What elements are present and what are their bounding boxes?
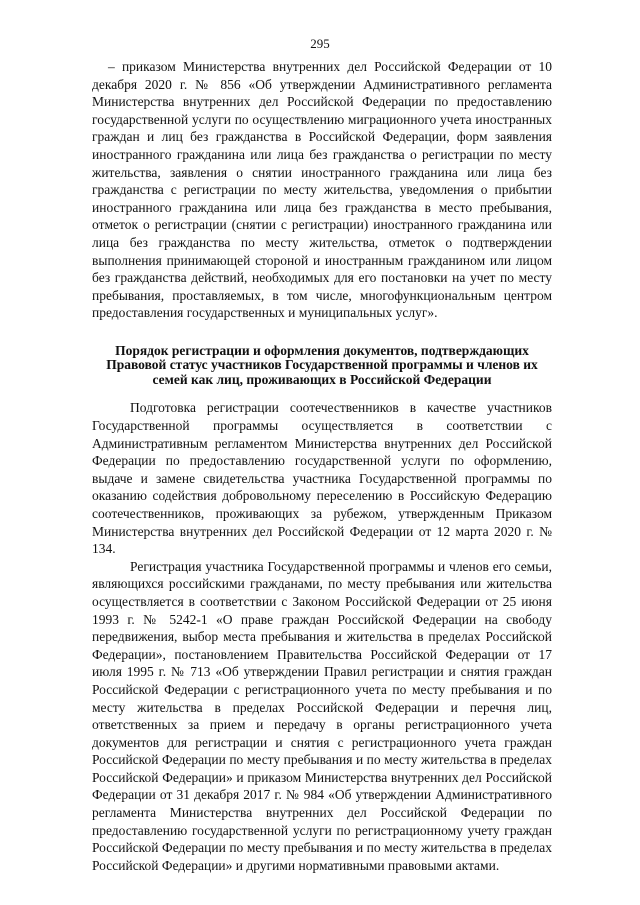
section-heading: Порядок регистрации и оформления документов, подтверждающих Правовой статус участников Государственной программы и членов их семей как лиц, проживающих в Российской Федерации [106,342,538,387]
intro-paragraph: – приказом Министерства внутренних дел Российской Федерации от 10 декабря 2020 г. № 856 «Об утверждении Административного регламента Министерства внутренних дел Российской Федерации по предоставлению государственной услуги по осуществлению миграционного учета иностранных граждан и лиц без гражданства в Российской Федерации, форм заявления иностранного гражданина или лица без гражданства о регистрации по месту жительства, заявления о снятии иностранного гражданина или лица без гражданства с регистрации по месту жительства, уведомления о прибытии иностранного гражданина или лица без гражданства в место пребывания, отметок о регистрации (снятии с регистрации) иностранного гражданина или лица без гражданства по месту жительства, отметок о подтверждении выполнения принимающей стороной и иностранным гражданином или лицом без гражданства действий, необходимых для его постановки на учет по месту пребывания, проставляемых, в том числе, многофункциональным центром предоставления государственных и муниципальных услуг». [92,59,552,321]
page-number: 295 [310,36,330,51]
body-paragraph-preparation: Подготовка регистрации соотечественников в качестве участников Государственной программы осуществляется в соответствии с Административным регламентом Министерства внутренних дел Российской Федерации по предоставлению государственной услуги по оформлению, выдаче и замене свидетельства участника Государственной программы по оказанию содействия добровольному переселению в Российскую Федерацию соотечественников, проживающих за рубежом, утвержденным Приказом Министерства внутренних дел Российской Федерации от 12 марта 2020 г. № 134. [92,400,552,557]
body-paragraph-registration: Регистрация участника Государственной программы и членов его семьи, являющихся российскими гражданами, по месту пребывания или жительства осуществляется в соответствии с Законом Российской Федерации от 25 июня 1993 г. № 5242-1 «О праве граждан Российской Федерации на свободу передвижения, выбор места пребывания и жительства в пределах Российской Федерации», постановлением Правительства Российской Федерации от 17 июля 1995 г. № 713 «Об утверждении Правил регистрации и снятия граждан Российской Федерации с регистрационного учета по месту пребывания и по месту жительства в пределах Российской Федерации и перечня лиц, ответственных за прием и передачу в органы регистрационного учета документов для регистрации и снятия с регистрационного учета граждан Российской Федерации по месту пребывания и по месту жительства в пределах Российской Федерации» и приказом Министерства внутренних дел Российской Федерации от 31 декабря 2017 г. № 984 «Об утверждении Административного регламента Министерства внутренних дел Российской Федерации по предоставлению государственной услуги по регистрационному учету граждан Российской Федерации по месту пребывания и по месту жительства в пределах Российской Федерации» и другими нормативными правовыми актами. [92,558,552,873]
page-content [92,58,552,874]
